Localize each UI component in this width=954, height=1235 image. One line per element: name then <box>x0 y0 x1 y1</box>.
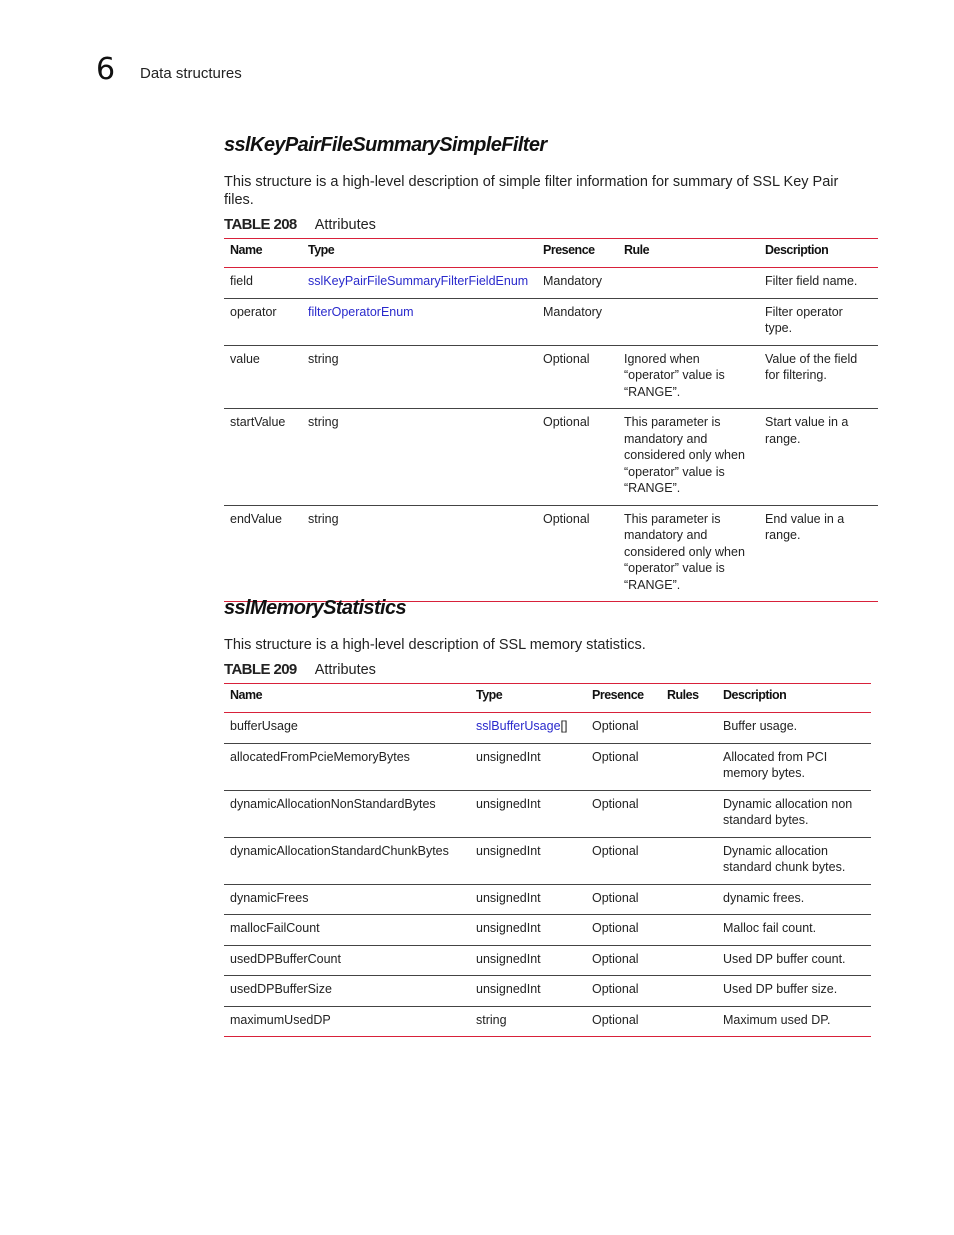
cell-name: dynamicAllocationStandardChunkBytes <box>224 837 470 884</box>
cell-presence: Optional <box>586 945 661 976</box>
column-header-name: Name <box>230 688 263 702</box>
chapter-title: Data structures <box>140 65 242 82</box>
cell-presence: Optional <box>586 976 661 1007</box>
table-row <box>224 1006 871 1037</box>
cell-presence: Optional <box>586 1006 661 1037</box>
cell-name: dynamicFrees <box>224 884 470 915</box>
cell-name: operator <box>224 298 302 345</box>
cell-type-link[interactable] <box>302 298 537 345</box>
section-title-ssl-memory-statistics: sslMemoryStatistics <box>224 597 407 619</box>
cell-description: Filter operator type. <box>759 298 878 345</box>
cell-type: unsignedInt <box>470 790 586 837</box>
cell-presence: Mandatory <box>537 268 618 299</box>
section-title-ssl-key-pair-filter: sslKeyPairFileSummarySimpleFilter <box>224 134 547 156</box>
cell-type: unsignedInt <box>470 915 586 946</box>
cell-type: unsignedInt <box>470 884 586 915</box>
cell-description: Used DP buffer count. <box>717 945 871 976</box>
column-header-type: Type <box>476 688 503 702</box>
cell-description: Buffer usage. <box>717 713 871 744</box>
table-caption-209 <box>224 661 376 678</box>
table-row <box>224 743 871 790</box>
cell-description: Start value in a range. <box>759 409 878 506</box>
cell-name: field <box>224 268 302 299</box>
cell-name: usedDPBufferSize <box>224 976 470 1007</box>
table-row <box>224 713 871 744</box>
cell-description: dynamic frees. <box>717 884 871 915</box>
cell-type: string <box>302 409 537 506</box>
cell-description: Filter field name. <box>759 268 878 299</box>
cell-name: bufferUsage <box>224 713 470 744</box>
cell-rule <box>661 915 717 946</box>
type-link[interactable]: sslKeyPairFileSummaryFilterFieldEnum <box>308 274 529 288</box>
table-row <box>224 298 878 345</box>
cell-type-link[interactable] <box>470 713 586 744</box>
attributes-table-209 <box>224 683 871 1037</box>
cell-description: Dynamic allocation non standard bytes. <box>717 790 871 837</box>
section-intro-ssl-key-pair-filter: This structure is a high-level description of simple filter information for summary of SSL Key Pair files. <box>224 174 839 208</box>
attributes-table-208 <box>224 238 878 602</box>
table-row <box>224 505 878 602</box>
section-intro-ssl-memory-statistics: This structure is a high-level description of SSL memory statistics. <box>224 637 646 653</box>
table-row <box>224 409 878 506</box>
cell-type: unsignedInt <box>470 945 586 976</box>
cell-presence: Optional <box>537 345 618 409</box>
column-header-description: Description <box>723 688 787 702</box>
cell-rule <box>661 837 717 884</box>
chapter-number: 6 <box>96 52 116 87</box>
cell-rule <box>618 268 759 299</box>
type-link[interactable]: sslBufferUsage <box>476 719 561 733</box>
table-row <box>224 345 878 409</box>
cell-presence: Mandatory <box>537 298 618 345</box>
cell-type-link[interactable] <box>302 268 537 299</box>
column-header-description: Description <box>765 243 829 257</box>
cell-rule: This parameter is mandatory and considered only when “operator” value is “RANGE”. <box>618 505 759 602</box>
table-header-row <box>224 239 878 268</box>
cell-description: Allocated from PCI memory bytes. <box>717 743 871 790</box>
cell-presence: Optional <box>586 915 661 946</box>
table-row <box>224 837 871 884</box>
column-header-rule: Rule <box>624 243 650 257</box>
table-number: TABLE 208 <box>224 216 297 233</box>
table-caption-text: Attributes <box>314 662 376 678</box>
cell-rule <box>661 884 717 915</box>
cell-rule <box>618 298 759 345</box>
cell-type: string <box>302 345 537 409</box>
column-header-rules: Rules <box>667 688 699 702</box>
table-header-row <box>224 684 871 713</box>
table-row <box>224 915 871 946</box>
table-caption-208 <box>224 216 376 233</box>
cell-name: mallocFailCount <box>224 915 470 946</box>
cell-presence: Optional <box>586 713 661 744</box>
table-caption-text: Attributes <box>314 217 376 233</box>
cell-rule <box>661 976 717 1007</box>
cell-presence: Optional <box>586 790 661 837</box>
table-row <box>224 884 871 915</box>
cell-rule <box>661 1006 717 1037</box>
cell-name: allocatedFromPcieMemoryBytes <box>224 743 470 790</box>
cell-name: maximumUsedDP <box>224 1006 470 1037</box>
cell-description: End value in a range. <box>759 505 878 602</box>
column-header-presence: Presence <box>543 243 595 257</box>
cell-presence: Optional <box>586 884 661 915</box>
table-row <box>224 976 871 1007</box>
cell-name: usedDPBufferCount <box>224 945 470 976</box>
table-number: TABLE 209 <box>224 661 297 678</box>
cell-presence: Optional <box>586 837 661 884</box>
cell-type: string <box>470 1006 586 1037</box>
cell-description: Used DP buffer size. <box>717 976 871 1007</box>
cell-rule <box>661 790 717 837</box>
cell-type: unsignedInt <box>470 837 586 884</box>
cell-description: Value of the field for filtering. <box>759 345 878 409</box>
table-row <box>224 945 871 976</box>
cell-description: Maximum used DP. <box>717 1006 871 1037</box>
cell-description: Malloc fail count. <box>717 915 871 946</box>
column-header-presence: Presence <box>592 688 644 702</box>
cell-presence: Optional <box>586 743 661 790</box>
cell-name: value <box>224 345 302 409</box>
cell-type: unsignedInt <box>470 976 586 1007</box>
cell-rule: Ignored when “operator” value is “RANGE”. <box>618 345 759 409</box>
type-link[interactable]: filterOperatorEnum <box>308 304 414 319</box>
cell-type: unsignedInt <box>470 743 586 790</box>
cell-rule <box>661 743 717 790</box>
array-suffix: [] <box>560 719 568 733</box>
cell-type: string <box>302 505 537 602</box>
cell-rule: This parameter is mandatory and considered only when “operator” value is “RANGE”. <box>618 409 759 506</box>
table-row <box>224 268 878 299</box>
table-row <box>224 790 871 837</box>
cell-rule <box>661 713 717 744</box>
column-header-name: Name <box>230 243 263 257</box>
cell-name: dynamicAllocationNonStandardBytes <box>224 790 470 837</box>
cell-presence: Optional <box>537 505 618 602</box>
cell-rule <box>661 945 717 976</box>
cell-description: Dynamic allocation standard chunk bytes. <box>717 837 871 884</box>
cell-name: endValue <box>224 505 302 602</box>
cell-presence: Optional <box>537 409 618 506</box>
column-header-type: Type <box>308 243 335 257</box>
cell-name: startValue <box>224 409 302 506</box>
